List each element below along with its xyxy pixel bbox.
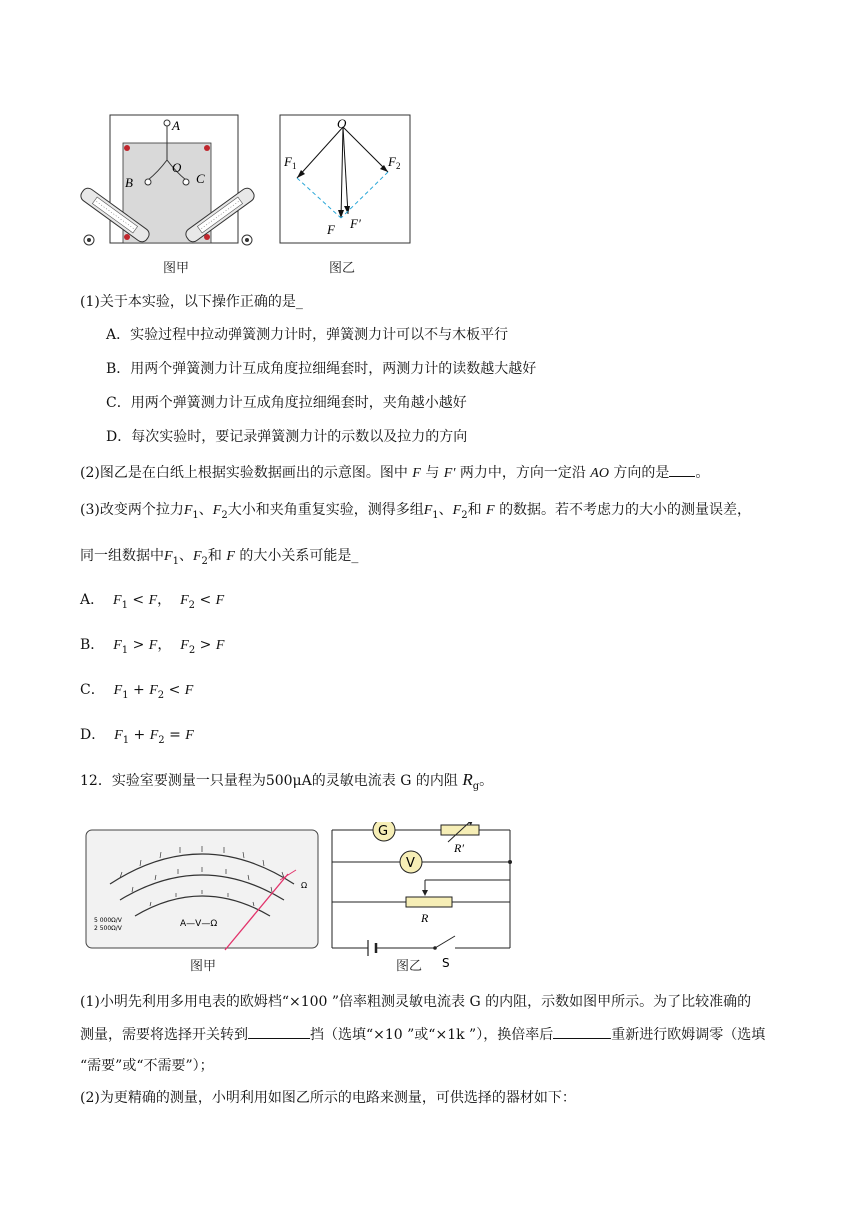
label-F: F [327,222,335,237]
label-A: A [172,118,180,133]
q3-option-a: A． $F_1 < F$， $F_2 < F$ [80,592,225,611]
q12-stem: 12．实验室要测量一只量程为500μA的灵敏电流表 G 的内阻 $R_g$。 [80,770,494,792]
q2-answer-blank[interactable] [669,462,695,477]
q3-option-d: D． $F_1 + F_2 = F$ [80,727,194,746]
figure1-caption-right: 图乙 [329,261,356,276]
q1-stem: (1)关于本实验，以下操作正确的是_ [80,294,303,310]
q12-part1-line3: “需要”或“不需要”）； [80,1058,214,1074]
figure2-caption-right: 图乙 [396,959,423,974]
q3-line1: (3)改变两个拉力$F_1$、$F_2$大小和夹角重复实验，测得多组$F_1$、$F_2$和 F 的数据。若不考虑力的大小的测量误差， [80,502,752,521]
label-Fprime: F′ [350,216,361,231]
meter-omega-label: Ω [301,881,308,890]
label-O: O [172,160,182,175]
q12-part1-line1: (1)小明先利用多用电表的欧姆档“×100 ”倍率粗测灵敏电流表 G 的内阻，示数如图甲所示。为了比较准确的 [80,994,752,1010]
label-F1: $F_1$ [284,154,297,171]
figure2-caption-left: 图甲 [190,959,217,974]
label-F2: $F_2$ [388,154,401,171]
circuit [332,830,510,948]
q12-part1-blank-2[interactable] [553,1024,611,1039]
q3-option-c: C． $F_1 + F_2 < F$ [80,682,194,701]
q1-option-a: A．实验过程中拉动弹簧测力计时，弹簧测力计可以不与木板平行 [106,327,509,343]
q12-part2-line: (2)为更精确的测量，小明利用如图乙所示的电路来测量，可供选择的器材如下： [80,1090,576,1106]
q3-line2: 同一组数据中$F_1$、$F_2$和 F 的大小关系可能是_ [80,548,359,567]
figure-multimeter-circuit [80,822,525,972]
meter-left-label-1: 5 000Ω/V [94,917,122,924]
q3-option-b: B． $F_1 > F$， $F_2 > F$ [80,637,225,656]
switch-S [435,936,455,948]
figure-force-experiment [70,110,430,250]
svg-text:R′: R′ [454,841,464,855]
rheostat-R [406,897,452,907]
q2-text: (2)图乙是在白纸上根据实验数据画出的示意图。图中 F 与 F′ 两力中，方向一定沿 AO 方向的是 。 [80,462,709,484]
force-diagram-frame [280,115,410,243]
svg-text:G: G [378,824,389,839]
label-B: B [125,175,133,190]
svg-text:S: S [442,956,450,970]
meter-dial-label: A—V—Ω [180,919,218,929]
q1-option-b: B．用两个弹簧测力计互成角度拉细绳套时，两测力计的读数越大越好 [106,361,537,377]
rheostat-R-prime [441,825,479,835]
q1-option-c: C．用两个弹簧测力计互成角度拉细绳套时，夹角越小越好 [106,395,467,411]
svg-text:V: V [406,856,415,871]
q1-option-d: D．每次实验时，要记录弹簧测力计的示数以及拉力的方向 [106,429,468,445]
figure1-caption-left: 图甲 [163,261,190,276]
svg-text:R: R [421,911,429,925]
q12-part1-line2: 测量，需要将选择开关转到 挡（选填“×10 ”或“×1k ”），换倍率后 重新进行欧姆调零（选填 [80,1024,765,1045]
label-C: C [196,171,205,186]
meter-left-label-2: 2 500Ω/V [94,925,122,932]
q12-part1-blank-1[interactable] [248,1024,310,1039]
label-force-O: O [337,116,347,131]
